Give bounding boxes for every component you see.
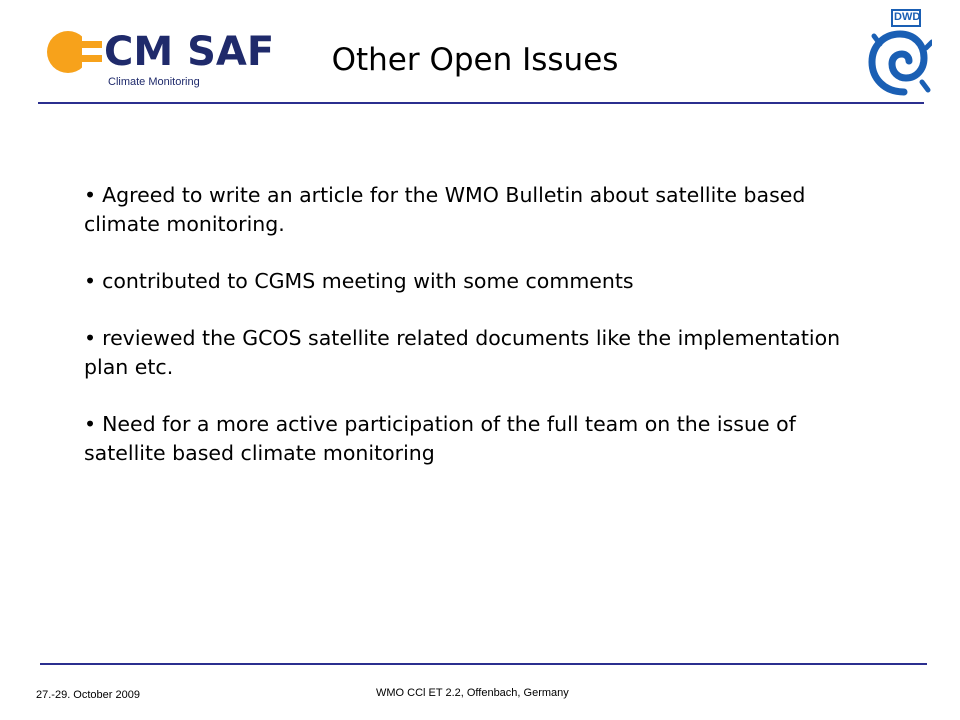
bullet-text: Need for a more active participation of the full team on the issue of satellite based climate monitoring xyxy=(84,412,796,465)
dwd-logo xyxy=(866,8,932,98)
dwd-label: DWD xyxy=(894,11,921,23)
page-title: Other Open Issues xyxy=(331,42,619,78)
footer-event: WMO CCl ET 2.2, Offenbach, Germany xyxy=(376,687,569,699)
bullet-list xyxy=(84,181,884,496)
bullet-text: reviewed the GCOS satellite related documents like the implementation plan etc. xyxy=(84,326,841,379)
bullet-dot-icon: • xyxy=(84,326,97,350)
bullet-text: contributed to CGMS meeting with some comments xyxy=(102,269,634,293)
bullet-item xyxy=(84,267,884,296)
footer-date: 27.-29. October 2009 xyxy=(36,689,140,701)
cm-saf-sun-icon xyxy=(44,22,104,82)
bullet-item xyxy=(84,410,884,468)
header-divider xyxy=(38,102,924,104)
bullet-text: Agreed to write an article for the WMO Bulletin about satellite based climate monitoring. xyxy=(84,183,806,236)
bullet-dot-icon: • xyxy=(84,269,97,293)
logo-subtitle: Climate Monitoring xyxy=(108,76,200,88)
cm-saf-logo xyxy=(44,22,275,94)
logo-text: CM SAF xyxy=(104,29,275,75)
bullet-dot-icon: • xyxy=(84,412,97,436)
bullet-dot-icon: • xyxy=(84,183,97,207)
bullet-item xyxy=(84,324,884,382)
footer-divider xyxy=(40,663,927,665)
bullet-item xyxy=(84,181,884,239)
